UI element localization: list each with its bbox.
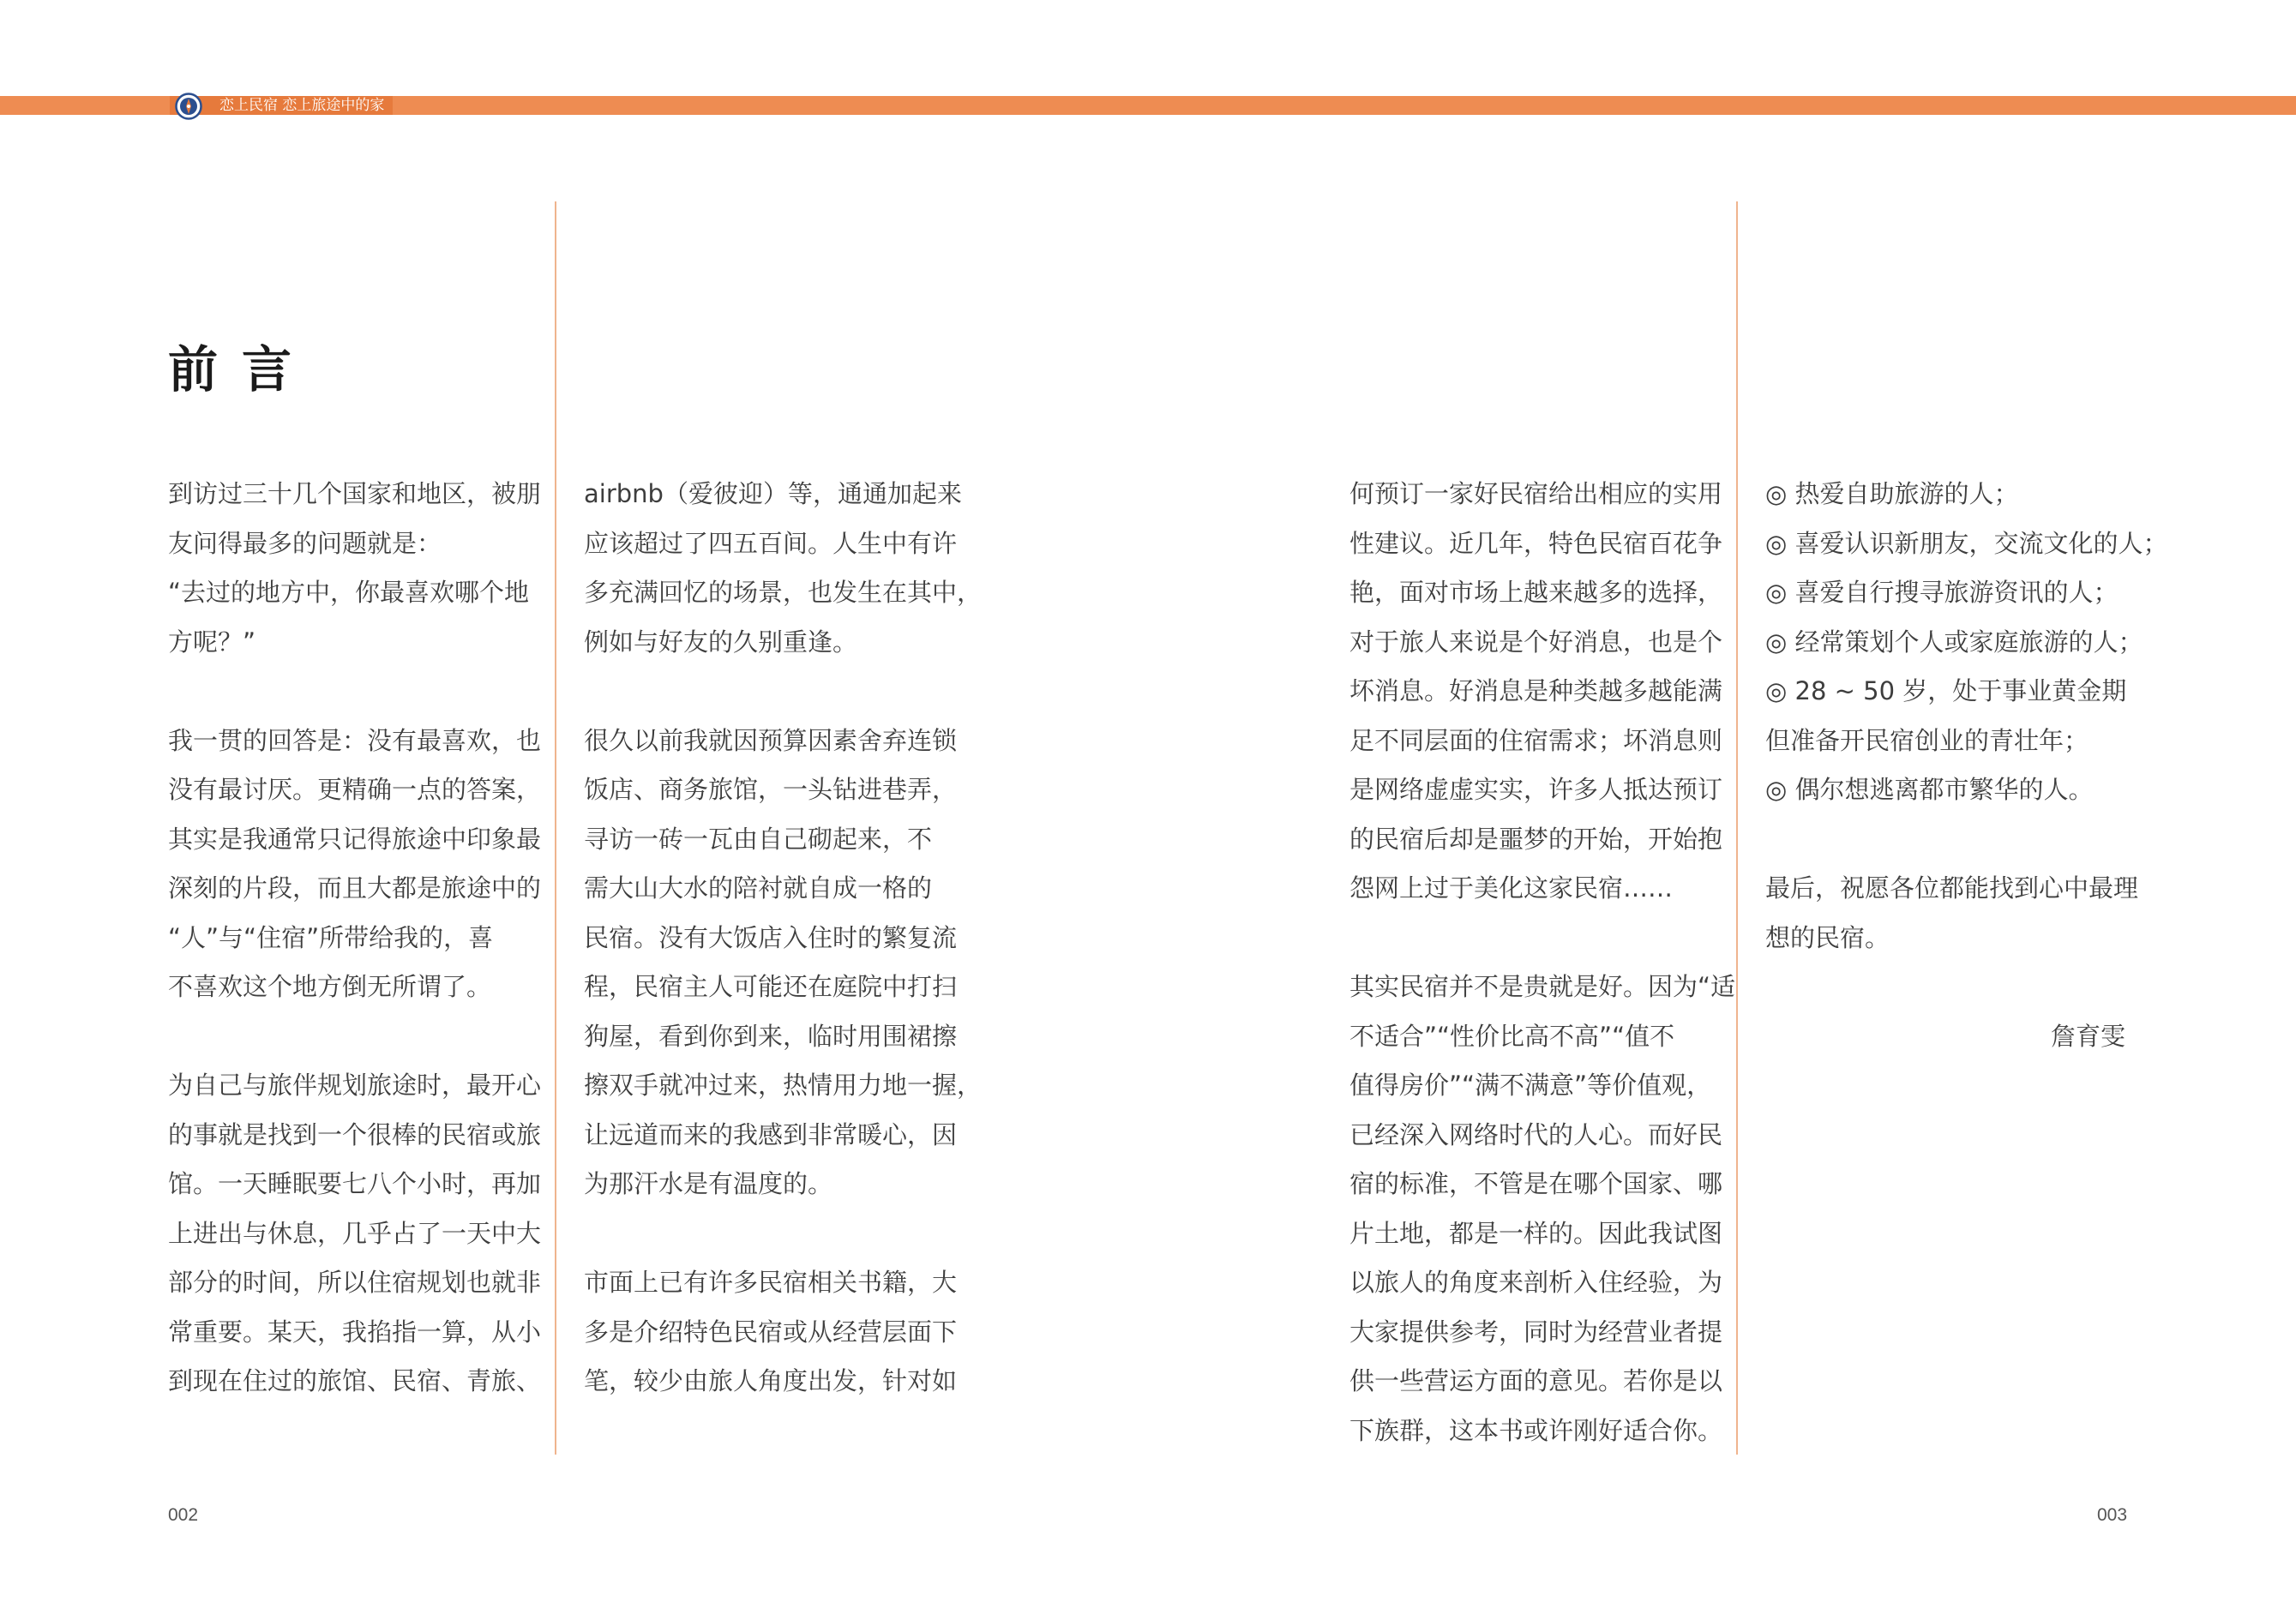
text-line: 足不同层面的住宿需求；坏消息则 [1349,725,1723,755]
column-divider-left [555,201,556,1455]
paragraph [168,717,541,1012]
text-line: 不喜欢这个地方倒无所谓了。 [168,972,492,1001]
text-line: 大家提供参考，同时为经营业者提 [1349,1317,1723,1347]
list-item: 但准备开民宿创业的青壮年； [1765,725,2089,755]
text-line: 擦双手就冲过来，热情用力地一握， [584,1071,983,1100]
header-tab [170,96,393,115]
paragraph-gap [1765,815,2125,865]
text-line: 寻访一砖一瓦由自己砌起来，不 [584,824,933,854]
text-column-1 [168,470,541,1407]
text-line: airbnb（爱彼迎）等，通通加起来 [584,479,962,508]
text-line: 上进出与休息，几乎占了一天中大 [168,1218,542,1248]
list-item: ◎ 喜爱自行搜寻旅游资讯的人； [1765,578,2119,607]
text-line: 已经深入网络时代的人心。而好民 [1349,1119,1723,1149]
text-column-2 [584,470,982,1407]
column-divider-right [1736,201,1738,1455]
text-line: 其实是我通常只记得旅途中印象最 [168,824,542,854]
text-line: 很久以前我就因预算因素舍弃连锁 [584,725,958,755]
text-column-3 [1349,470,1735,1455]
text-line: 民宿。没有大饭店入住时的繁复流 [584,922,958,952]
text-line: 需大山大水的陪衬就自成一格的 [584,873,933,903]
paragraph-gap [1349,914,1735,963]
paragraph [168,470,541,667]
text-line: “人”与“住宿”所带给我的，喜 [168,922,494,952]
text-line: 的民宿后却是噩梦的开始，开始抱 [1349,824,1723,854]
text-line: 片土地，都是一样的。因此我试图 [1349,1218,1723,1248]
text-line: 下族群，这本书或许刚好适合你。 [1349,1415,1723,1445]
text-line: 到现在住过的旅馆、民宿、青旅、 [168,1366,542,1395]
text-line: 常重要。某天，我掐指一算，从小 [168,1317,542,1347]
page-number-right: 003 [2097,1505,2128,1525]
paragraph-gap [168,1012,541,1062]
text-line: 让远道而来的我感到非常暖心，因 [584,1119,958,1149]
text-column-4 [1765,470,2168,1061]
text-line: 对于旅人来说是个好消息，也是个 [1349,627,1723,657]
text-line: 性建议。近几年，特色民宿百花争 [1349,528,1723,558]
paragraph [1349,963,1735,1455]
text-line: 是网络虚虚实实，许多人抵达预订 [1349,775,1723,804]
page-title: 前言 [168,340,316,399]
text-line: 怨网上过于美化这家民宿…… [1349,873,1674,903]
text-line: 方呢？” [168,627,256,657]
paragraph-gap [1765,963,2125,1012]
text-line: 宿的标准，不管是在哪个国家、哪 [1349,1169,1723,1198]
text-line: 例如与好友的久别重逢。 [584,627,858,657]
text-line: 坏消息。好消息是种类越多越能满 [1349,676,1723,705]
text-line: 部分的时间，所以住宿规划也就非 [168,1268,542,1297]
text-line: 友问得最多的问题就是： [168,528,442,558]
text-line: 馆。一天睡眠要七八个小时，再加 [168,1169,542,1198]
paragraph [168,1061,541,1407]
text-line: 值得房价”“满不满意”等价值观， [1349,1071,1712,1100]
text-line: 艳，面对市场上越来越多的选择， [1349,578,1723,607]
text-line: 何预订一家好民宿给出相应的实用 [1349,479,1723,508]
text-line: 供一些营运方面的意见。若你是以 [1349,1366,1723,1395]
paragraph [1765,864,2139,963]
author-signature: 詹育雯 [2050,1021,2125,1051]
paragraph-gap [584,1209,982,1259]
text-line: 饭店、商务旅馆，一头钻进巷弄， [584,775,958,804]
text-line: 应该超过了四五百间。人生中有许 [584,528,958,558]
paragraph-gap [168,667,541,717]
paragraph [584,470,982,667]
text-line: 的事就是找到一个很棒的民宿或旅 [168,1119,542,1149]
text-line: 程，民宿主人可能还在庭院中打扫 [584,972,958,1001]
paragraph-gap [584,667,982,717]
paragraph [584,1258,982,1407]
text-line: 市面上已有许多民宿相关书籍，大 [584,1268,958,1297]
text-line: 最后，祝愿各位都能找到心中最理 [1765,873,2139,903]
running-header: 恋上民宿 恋上旅途中的家 [219,97,385,114]
text-line: 其实民宿并不是贵就是好。因为“适 [1349,972,1736,1001]
compass-logo-icon [175,93,202,120]
text-line: 以旅人的角度来剖析入住经验，为 [1349,1268,1723,1297]
text-line: 狗屋，看到你到来，临时用围裙擦 [584,1021,958,1051]
paragraph [1349,470,1735,914]
list-item: ◎ 28 ~ 50 岁，处于事业黄金期 [1765,676,2127,705]
text-line: 为自己与旅伴规划旅途时，最开心 [168,1071,542,1100]
text-line: 深刻的片段，而且大都是旅途中的 [168,873,542,903]
text-line: 多充满回忆的场景，也发生在其中， [584,578,983,607]
text-line: 不适合”“性价比高不高”“值不 [1349,1021,1675,1051]
paragraph [584,717,982,1209]
text-line: 没有最讨厌。更精确一点的答案， [168,775,542,804]
text-line: 笔，较少由旅人角度出发，针对如 [584,1366,958,1395]
list-item: ◎ 喜爱认识新朋友，交流文化的人； [1765,528,2168,558]
audience-list [1765,470,2168,815]
text-line: 我一贯的回答是：没有最喜欢，也 [168,725,542,755]
page-number-left: 002 [168,1505,199,1525]
text-line: 想的民宿。 [1765,922,1890,952]
text-line: 多是介绍特色民宿或从经营层面下 [584,1317,958,1347]
text-line: “去过的地方中，你最喜欢哪个地 [168,578,530,607]
text-line: 到访过三十几个国家和地区，被朋 [168,479,542,508]
list-item: ◎ 经常策划个人或家庭旅游的人； [1765,627,2143,657]
list-item: ◎ 偶尔想逃离都市繁华的人。 [1765,775,2094,804]
text-line: 为那汗水是有温度的。 [584,1169,833,1198]
list-item: ◎ 热爱自助旅游的人； [1765,479,2019,508]
